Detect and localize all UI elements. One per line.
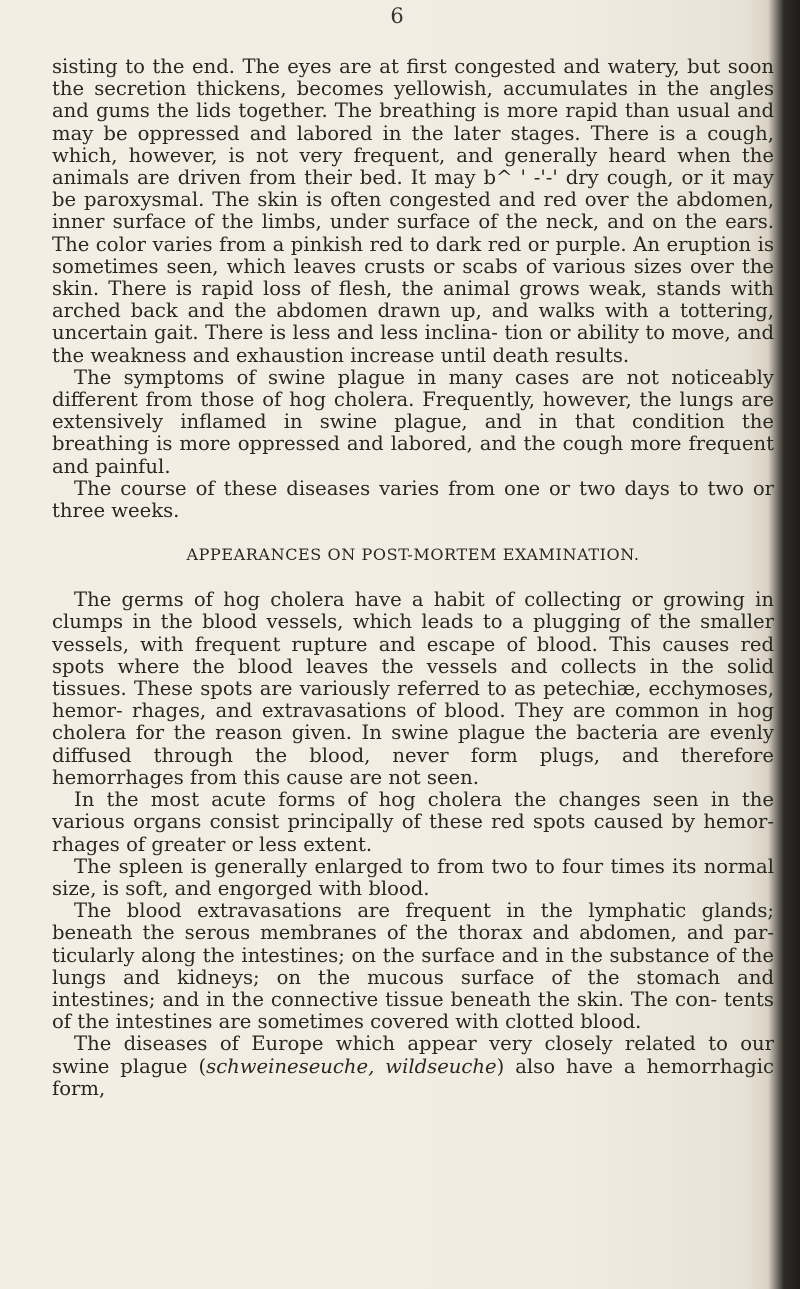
- body-text: [52, 56, 774, 1100]
- page-number: 6: [390, 4, 404, 28]
- paragraph: The spleen is generally enlarged to from two to four times its normal size, is soft, and engorged with blood.: [52, 854, 774, 900]
- text-run: ) also have a hemorrhagic form,: [52, 1054, 774, 1100]
- text-run: The diseases of Europe which appear very closely related to our swine plague (: [52, 1032, 774, 1078]
- paragraph: The germs of hog cholera have a habit of collecting or growing in clumps in the blood vessels, which leads to a plugging of the smaller vessels, with frequent rupture and escape of blood. This causes red spots where the blood leaves the vessels and collects in the solid tissues. These spots are variously referred to as petechiæ, ecchymoses, hemor- rhages, and extravasations of blood. They are common in hog cholera for the reason given. In swine plague the bacteria are evenly diffused through the blood, never form plugs, and therefore hemorrhages from this cause are not seen.: [52, 588, 774, 789]
- section-heading: APPEARANCES ON POST-MORTEM EXAMINATION.: [186, 545, 640, 565]
- paragraph-last: [52, 1033, 774, 1100]
- paragraph: The symptoms of swine plague in many cases are not noticeably different from those of hog cholera. Frequently, however, the lungs are extensively inflamed in swine plague, and in that condition the breathing is more oppressed and labored, and the cough more frequent and painful.: [52, 365, 774, 478]
- italic-term: schweineseuche, wildseuche: [206, 1054, 497, 1078]
- paragraph: In the most acute forms of hog cholera the changes seen in the various organs consist principally of these red spots caused by hemor- rhages of greater or less extent.: [52, 788, 774, 856]
- paragraph: The course of these diseases varies from one or two days to two or three weeks.: [52, 476, 774, 523]
- paragraph: sisting to the end. The eyes are at first congested and watery, but soon the secretion thickens, becomes yellowish, accumulates in the angles and gums the lids together. The breathing is more rapid than usual and may be oppressed and labored in the later stages. There is a cough, which, however, is not very frequent, and generally heard when the animals are driven from their bed. It may b^ ' -'-' dry cough, or it may be paroxysmal. The skin is often congested and red over the abdomen, inner surface of the limbs, under surface of the neck, and on the ears. The color varies from a pinkish red to dark red or purple. An eruption is sometimes seen, which leaves crusts or scabs of various sizes over the skin. There is rapid loss of flesh, the animal grows weak, stands with arched back and the abdomen drawn up, and walks with a tottering, uncertain gait. There is less and less inclina- tion or ability to move, and the weakness and exhaustion increase until death results.: [52, 55, 774, 367]
- paragraph: The blood extravasations are frequent in the lymphatic glands; beneath the serous membranes of the thorax and abdomen, and par- ticularly along the intestines; on the surface and in the substance of the lungs and kidneys; on the mucous surface of the stomach and intestines; and in the connective tissue beneath the skin. The con- tents of the intestines are sometimes covered with clotted blood.: [52, 899, 774, 1034]
